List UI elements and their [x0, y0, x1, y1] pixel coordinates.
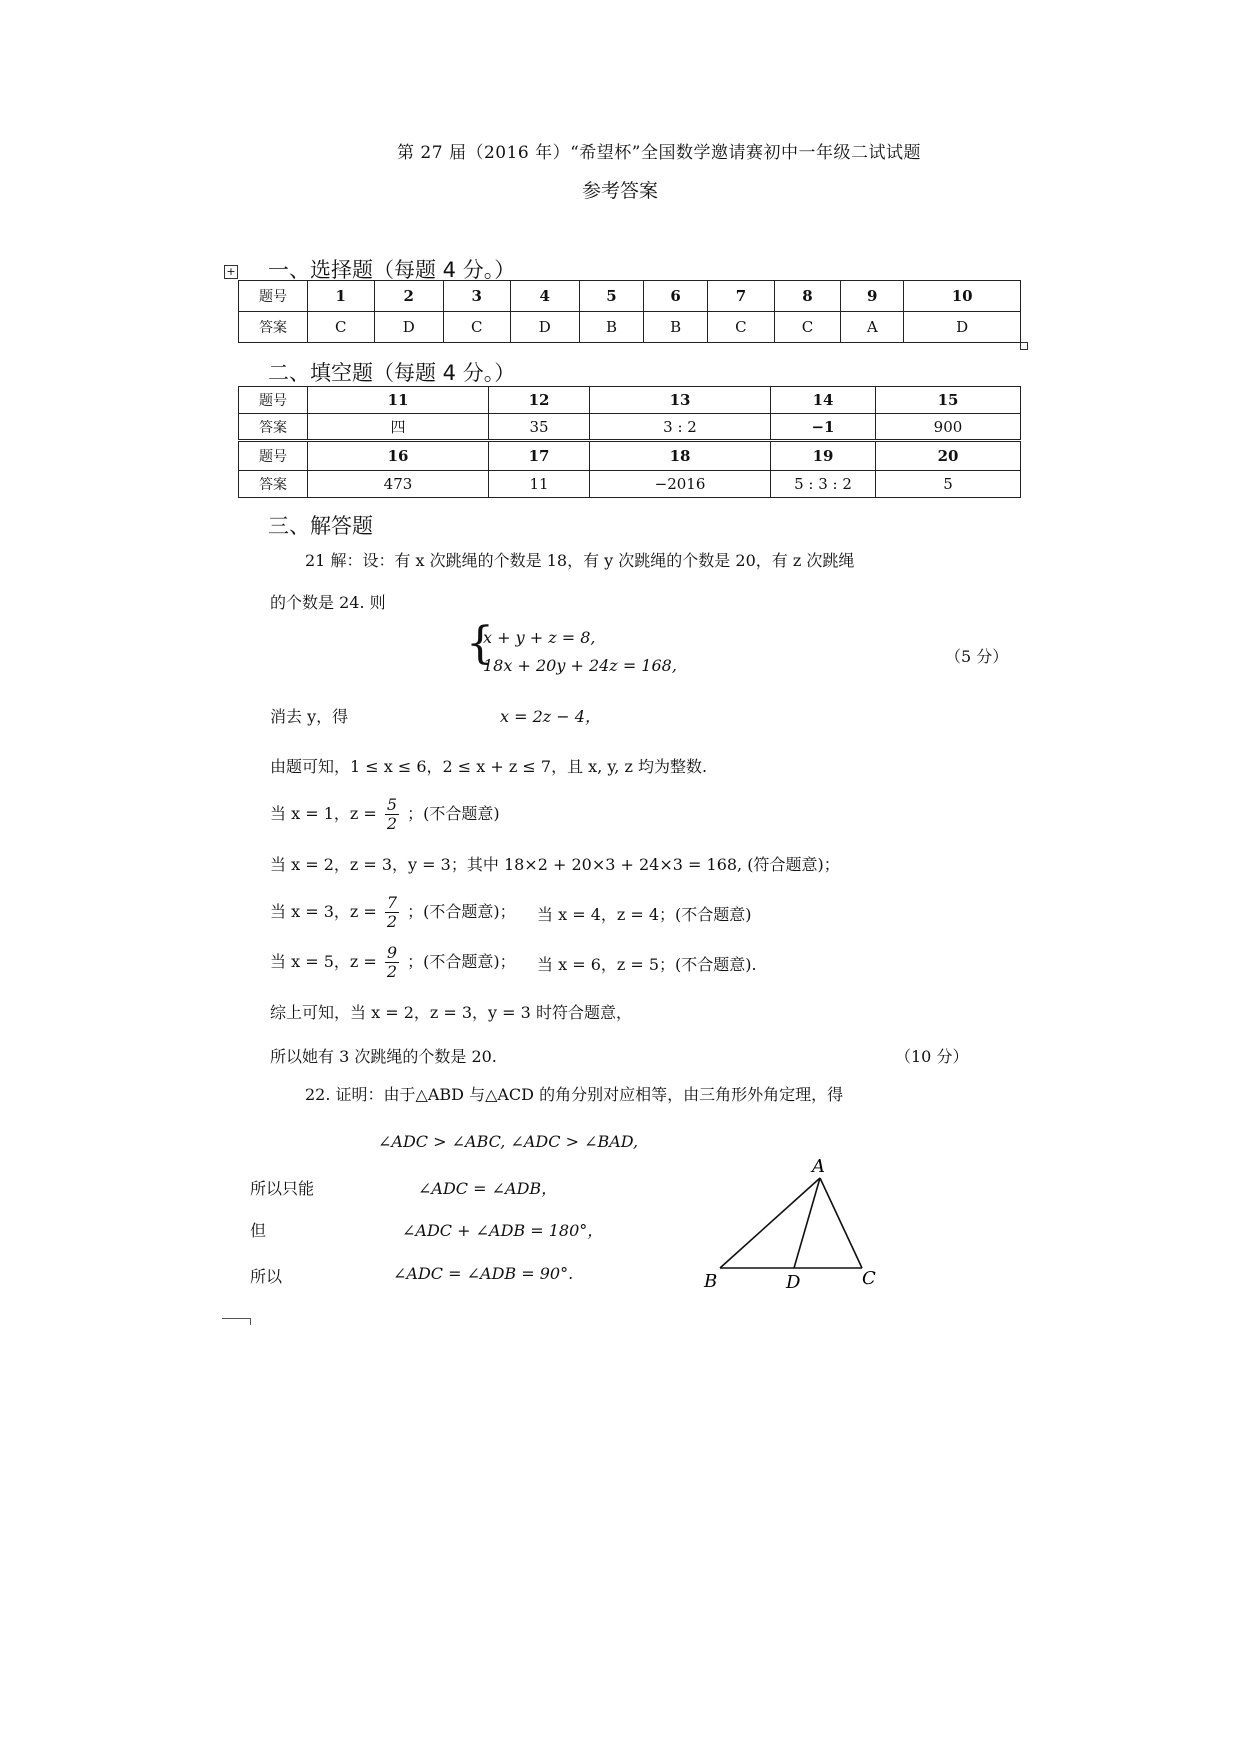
fill-answer-cell: 四 [308, 414, 489, 441]
case-x2: 当 x = 2，z = 3，y = 3；其中 18×2 + 20×3 + 24×3 = 168, (符合题意)； [270, 855, 840, 874]
choice-answer-cell: A [841, 312, 904, 343]
vertex-label-a: A [812, 1156, 825, 1177]
vertex-label-b: B [704, 1271, 718, 1290]
conclusion-line: 所以她有 3 次跳绳的个数是 20. [270, 1047, 497, 1066]
q21-intro-line1: 21 解：设：有 x 次跳绳的个数是 18，有 y 次跳绳的个数是 20，有 z 次跳绳 [305, 551, 855, 570]
triangle-figure [690, 1150, 910, 1290]
side-ac [820, 1178, 862, 1268]
case-x3-pre: 当 x = 3，z = [270, 902, 377, 921]
segment-ad [794, 1178, 820, 1268]
fill-answer-cell: 5 : 3 : 2 [771, 470, 876, 497]
fill-answer-cell: −2016 [590, 470, 771, 497]
fraction-5-2: $\frac{5}{2}$ [386, 795, 398, 833]
choice-number-cell: 4 [510, 281, 579, 312]
fraction-9-2: $\frac{9}{2}$ [386, 943, 398, 981]
row-label-answer: 答案 [239, 312, 308, 343]
fill-number-cell: 19 [771, 441, 876, 470]
fill-number-cell: 20 [876, 441, 1021, 470]
case-x5-post: ；(不合题意)； [407, 952, 516, 971]
fill-number-cell: 13 [590, 387, 771, 414]
fill-number-cell: 17 [489, 441, 590, 470]
q22-right-angle: ∠ADC = ∠ADB = 90°. [393, 1264, 574, 1283]
score-mark-5: （5 分） [945, 647, 1009, 666]
fill-number-cell: 18 [590, 441, 771, 470]
choice-answer-cell: C [443, 312, 510, 343]
score-mark-10: （10 分） [895, 1047, 969, 1066]
fill-answer-cell: 900 [876, 414, 1021, 441]
choice-number-cell: 6 [644, 281, 708, 312]
vertex-label-d: D [786, 1272, 801, 1290]
system-brace: { [466, 618, 494, 669]
q22-label-so: 所以 [250, 1267, 283, 1286]
system-equation-1: x + y + z = 8, [483, 628, 596, 647]
choice-answer-cell: B [644, 312, 708, 343]
fill-answer-cell: 473 [308, 470, 489, 497]
page-corner-mark [222, 1318, 251, 1325]
fill-number-cell: 14 [771, 387, 876, 414]
fraction-7-2: $\frac{7}{2}$ [386, 893, 398, 931]
case-x5 [270, 944, 516, 981]
fill-number-cell: 16 [308, 441, 489, 470]
eliminate-equation: x = 2z − 4， [500, 707, 601, 726]
section2-heading: 二、填空题（每题 4 分。） [268, 361, 516, 385]
case-x4: 当 x = 4，z = 4；(不合题意) [537, 905, 752, 924]
choice-number-cell: 1 [308, 281, 375, 312]
choice-number-cell: 7 [708, 281, 775, 312]
section1-heading: 一、选择题（每题 4 分。） [268, 258, 516, 282]
case-x1-post: ；(不合题意) [407, 804, 500, 823]
case-x6: 当 x = 6，z = 5；(不合题意). [537, 955, 757, 974]
case-x5-pre: 当 x = 5，z = [270, 952, 377, 971]
q22-inequality: ∠ADC > ∠ABC, ∠ADC > ∠BAD, [378, 1132, 639, 1151]
fill-answer-cell: 35 [489, 414, 590, 441]
eliminate-label: 消去 y，得 [270, 707, 349, 726]
choice-answer-cell: C [308, 312, 375, 343]
choice-answer-cell: C [774, 312, 841, 343]
choice-answer-table [238, 280, 1021, 343]
fill-number-cell: 11 [308, 387, 489, 414]
choice-number-cell: 5 [579, 281, 643, 312]
summary-line: 综上可知，当 x = 2，z = 3，y = 3 时符合题意， [270, 1003, 632, 1022]
choice-answer-cell: D [374, 312, 443, 343]
document-title: 第 27 届（2016 年）“希望杯”全国数学邀请赛初中一年级二试试题 [397, 143, 921, 163]
fill-answer-cell: 3 : 2 [590, 414, 771, 441]
q22-label-only: 所以只能 [250, 1179, 315, 1198]
table-move-handle-icon[interactable]: + [224, 265, 238, 279]
fill-answer-cell: 5 [876, 470, 1021, 497]
row-label-number: 题号 [239, 441, 308, 470]
choice-answer-cell: D [510, 312, 579, 343]
row-label-number: 题号 [239, 387, 308, 414]
fill-number-cell: 15 [876, 387, 1021, 414]
side-ab [720, 1178, 820, 1268]
row-label-answer: 答案 [239, 470, 308, 497]
case-x1-pre: 当 x = 1，z = [270, 804, 377, 823]
row-label-answer: 答案 [239, 414, 308, 441]
case-x3 [270, 894, 516, 931]
section3-heading: 三、解答题 [268, 514, 373, 538]
table-resize-handle[interactable] [1020, 342, 1028, 350]
fill-answer-cell: 11 [489, 470, 590, 497]
q22-sum-angles: ∠ADC + ∠ADB = 180°， [402, 1221, 604, 1240]
q22-equal-angles: ∠ADC = ∠ADB， [418, 1179, 558, 1198]
fill-number-cell: 12 [489, 387, 590, 414]
choice-number-cell: 9 [841, 281, 904, 312]
choice-number-cell: 10 [904, 281, 1021, 312]
case-x3-post: ；(不合题意)； [407, 902, 516, 921]
system-equation-2: 18x + 20y + 24z = 168, [483, 656, 677, 675]
choice-answer-cell: C [708, 312, 775, 343]
case-x1 [270, 796, 500, 833]
document-subtitle: 参考答案 [582, 180, 659, 202]
q21-intro-line2: 的个数是 24. 则 [270, 593, 386, 612]
row-label-number: 题号 [239, 281, 308, 312]
fill-answer-cell: −1 [771, 414, 876, 441]
q22-label-but: 但 [250, 1221, 267, 1240]
choice-number-cell: 3 [443, 281, 510, 312]
choice-number-cell: 8 [774, 281, 841, 312]
choice-answer-cell: B [579, 312, 643, 343]
range-condition: 由题可知，1 ≤ x ≤ 6，2 ≤ x + z ≤ 7，且 x, y, z 均为整数. [270, 757, 708, 776]
choice-answer-cell: D [904, 312, 1021, 343]
fill-answer-table [238, 386, 1021, 498]
q22-intro: 22. 证明：由于△ABD 与△ACD 的角分别对应相等，由三角形外角定理，得 [305, 1085, 844, 1104]
choice-number-cell: 2 [374, 281, 443, 312]
vertex-label-c: C [862, 1268, 876, 1289]
